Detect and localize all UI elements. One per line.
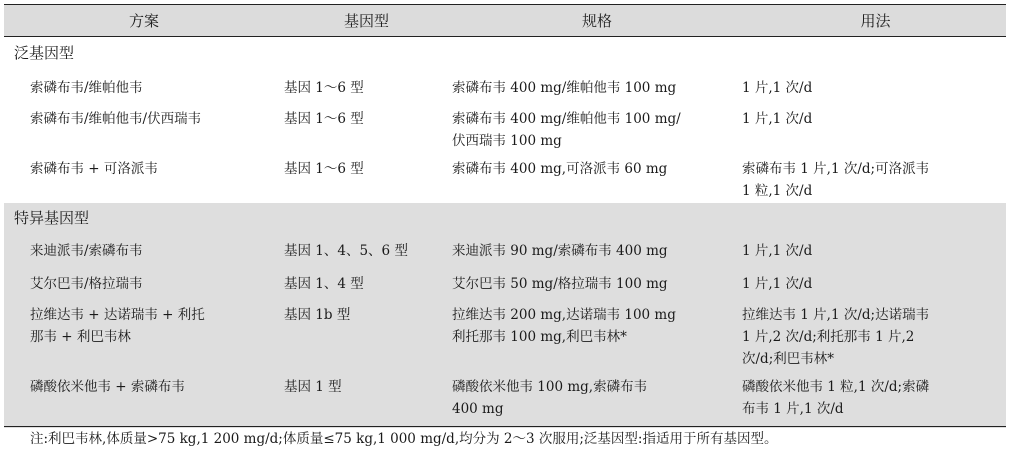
usage-line: 磷酸依米他韦 1 粒,1 次/d;索磷: [742, 379, 930, 395]
cell-spec: [452, 273, 737, 295]
cell-genotype: 基因 1b 型: [284, 307, 351, 323]
cell-genotype: 基因 1 型: [284, 379, 342, 395]
usage-line: 1 粒,1 次/d: [742, 183, 813, 199]
cell-regimen: 艾尔巴韦/格拉瑞韦: [30, 276, 143, 292]
cell-usage: [742, 158, 1006, 202]
usage-line: 索磷布韦 1 片,1 次/d;可洛派韦: [742, 161, 930, 177]
table-bottom-rule: [4, 426, 1006, 427]
header-spec: 规格: [581, 12, 612, 30]
cell-genotype: 基因 1～6 型: [284, 111, 364, 127]
usage-line: 1 片,1 次/d: [742, 243, 813, 259]
cell-regimen: [4, 304, 274, 348]
regimen-line: 拉维达韦 + 达诺瑞韦 + 利托: [30, 307, 205, 323]
spec-line: 拉维达韦 200 mg,达诺瑞韦 100 mg: [452, 307, 676, 323]
regimen-table: [4, 4, 1006, 428]
usage-line: 次/d;利巴韦林*: [742, 351, 834, 367]
spec-line: 索磷布韦 400 mg,可洛派韦 60 mg: [452, 161, 668, 177]
usage-line: 布韦 1 片,1 次/d: [742, 401, 844, 417]
spec-line: 利托那韦 100 mg,利巴韦林*: [452, 329, 627, 345]
spec-line: 磷酸依米他韦 100 mg,索磷布韦: [452, 379, 648, 395]
table-header: [4, 5, 1006, 37]
cell-spec: [452, 77, 737, 99]
header-genotype: 基因型: [343, 12, 389, 30]
cell-regimen: 磷酸依米他韦 + 索磷布韦: [30, 379, 185, 395]
cell-regimen: 来迪派韦/索磷布韦: [30, 243, 143, 259]
cell-genotype: 基因 1、4 型: [284, 276, 364, 292]
cell-regimen: 索磷布韦/维帕他韦: [30, 80, 143, 96]
usage-line: 1 片,1 次/d: [742, 276, 813, 292]
usage-line: 1 片,1 次/d: [742, 80, 813, 96]
cell-genotype: 基因 1～6 型: [284, 161, 364, 177]
spec-line: 艾尔巴韦 50 mg/格拉瑞韦 100 mg: [452, 276, 668, 292]
cell-spec: [452, 108, 737, 152]
table-footnote: 注:利巴韦林,体质量>75 kg,1 200 mg/d;体质量≤75 kg,1 000 mg/d,均分为 2～3 次服用;泛基因型:指适用于所有基因型。: [30, 431, 778, 447]
cell-usage: [742, 240, 1006, 262]
spec-line: 来迪派韦 90 mg/索磷布韦 400 mg: [452, 243, 668, 259]
cell-spec: [452, 158, 737, 180]
spec-line: 伏西瑞韦 100 mg: [452, 133, 562, 149]
cell-regimen: 索磷布韦 + 可洛派韦: [30, 161, 158, 177]
cell-usage: [742, 273, 1006, 295]
header-regimen: 方案: [128, 12, 159, 30]
header-usage: 用法: [860, 12, 891, 30]
spec-line: 索磷布韦 400 mg/维帕他韦 100 mg/: [452, 111, 681, 127]
cell-spec: [452, 240, 737, 262]
regimen-line: 那韦 + 利巴韦林: [30, 329, 131, 345]
cell-spec: [452, 376, 737, 420]
cell-regimen: 索磷布韦/维帕他韦/伏西瑞韦: [30, 111, 202, 127]
section-title: 泛基因型: [14, 44, 75, 62]
spec-line: 索磷布韦 400 mg/维帕他韦 100 mg: [452, 80, 677, 96]
usage-line: 1 片,1 次/d: [742, 111, 813, 127]
cell-usage: [742, 376, 1006, 420]
usage-line: 1 片,2 次/d;利托那韦 1 片,2: [742, 329, 915, 345]
spec-line: 400 mg: [452, 401, 504, 417]
section-title: 特异基因型: [14, 209, 90, 227]
cell-genotype: 基因 1、4、5、6 型: [284, 243, 408, 259]
cell-usage: [742, 77, 1006, 99]
cell-genotype: 基因 1～6 型: [284, 80, 364, 96]
cell-usage: [742, 108, 1006, 130]
cell-usage: [742, 304, 1006, 370]
cell-spec: [452, 304, 737, 348]
section-specific-genotype: [4, 203, 1006, 428]
usage-line: 拉维达韦 1 片,1 次/d;达诺瑞韦: [742, 307, 930, 323]
section-pan-genotype: [4, 37, 1006, 203]
